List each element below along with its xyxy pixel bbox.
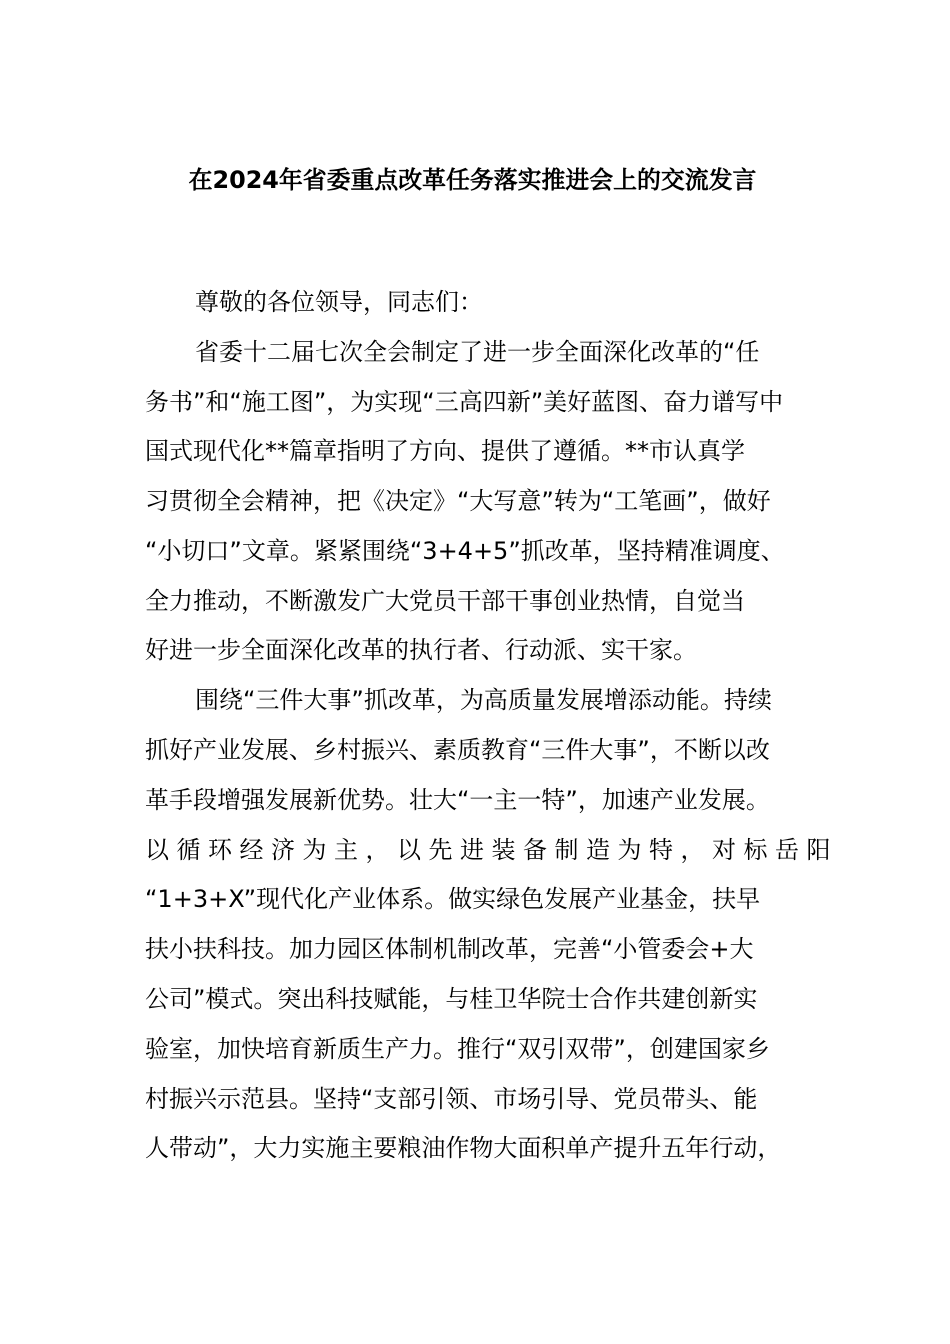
paragraph-line: 省委十二届七次全会制定了进一步全面深化改革的“任 bbox=[195, 338, 760, 366]
paragraph-line: 验室，加快培育新质生产力。推行“双引双带”，创建国家乡 bbox=[145, 1035, 770, 1063]
paragraph-line: 务书”和“施工图”，为实现“三高四新”美好蓝图、奋力谱写中 bbox=[145, 388, 784, 416]
salutation-line: 尊敬的各位领导，同志们： bbox=[195, 288, 483, 316]
paragraph-line: 围绕“三件大事”抓改革，为高质量发展增添动能。持续 bbox=[195, 686, 772, 714]
paragraph-line: 革手段增强发展新优势。壮大“一主一特”，加速产业发展。 bbox=[145, 786, 770, 814]
paragraph-line: 公司”模式。突出科技赋能，与桂卫华院士合作共建创新实 bbox=[145, 985, 758, 1013]
paragraph-line: 习贯彻全会精神，把《决定》“大写意”转为“工笔画”，做好 bbox=[145, 487, 771, 515]
paragraph-line: 好进一步全面深化改革的执行者、行动派、实干家。 bbox=[145, 636, 697, 664]
paragraph-line: 村振兴示范县。坚持“支部引领、市场引导、党员带头、能 bbox=[145, 1085, 758, 1113]
paragraph-line: 国式现代化**篇章指明了方向、提供了遵循。**市认真学 bbox=[145, 437, 745, 465]
paragraph-line: 全力推动，不断激发广大党员干部干事创业热情，自觉当 bbox=[145, 587, 745, 615]
document-title: 在2024年省委重点改革任务落实推进会上的交流发言 bbox=[188, 166, 757, 194]
paragraph-line: 扶小扶科技。加力园区体制机制改革，完善“小管委会+大 bbox=[145, 935, 754, 963]
paragraph-line: 人带动”，大力实施主要粮油作物大面积单产提升五年行动， bbox=[145, 1134, 782, 1162]
paragraph-line: “小切口”文章。紧紧围绕“3+4+5”抓改革，坚持精准调度、 bbox=[145, 537, 785, 565]
paragraph-line: 抓好产业发展、乡村振兴、素质教育“三件大事”，不断以改 bbox=[145, 736, 770, 764]
paragraph-line: “1+3+X”现代化产业体系。做实绿色发展产业基金，扶早 bbox=[145, 885, 761, 913]
paragraph-line: 以循环经济为主，以先进装备制造为特，对标岳阳 bbox=[145, 836, 838, 864]
